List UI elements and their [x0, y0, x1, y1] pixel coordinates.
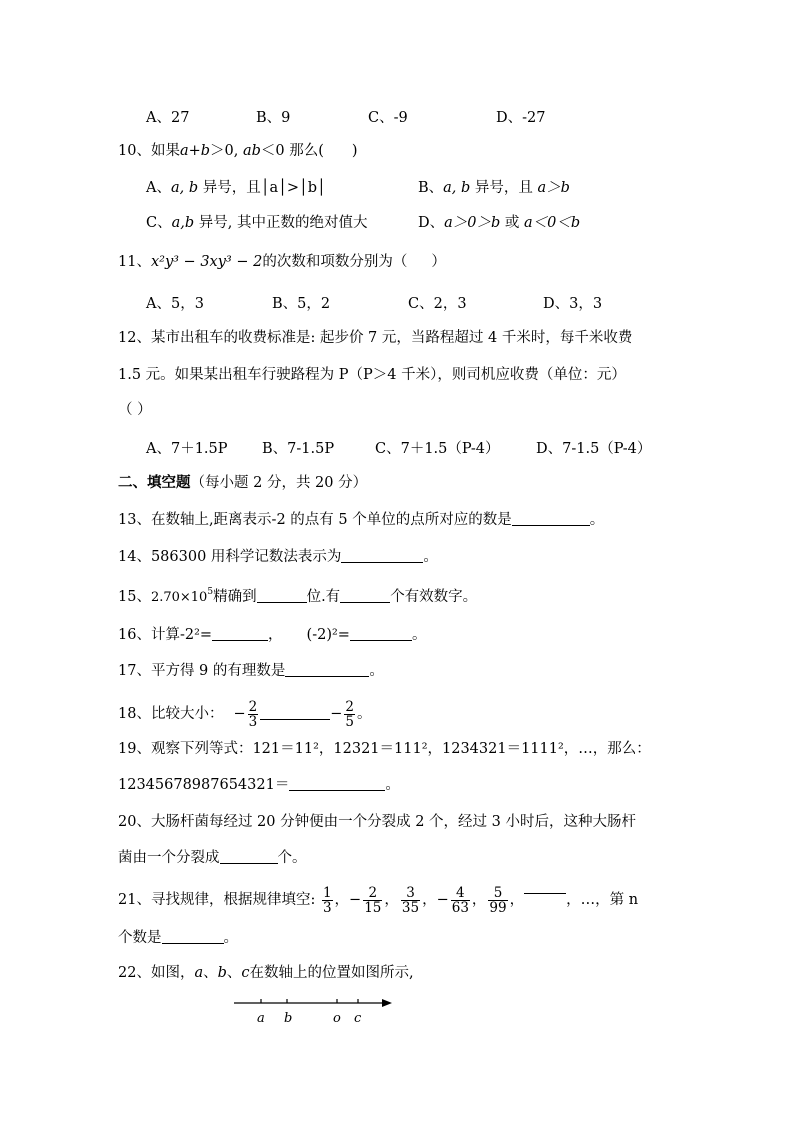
q22-text: 22、如图， — [118, 965, 195, 981]
q10-c-vars: a,b — [171, 215, 195, 231]
q18-compare-blank[interactable] — [260, 705, 330, 720]
q20-line1: 20、大肠杆菌每经过 20 分钟便由一个分裂成 2 个，经过 3 小时后，这种大肠杆 — [118, 814, 637, 830]
q22-var-b: b — [217, 965, 227, 981]
q21-f2-numerator: 2 — [368, 884, 378, 901]
q10-a-vars: a, b — [170, 180, 199, 196]
label-c: c — [354, 1011, 362, 1026]
q10-d-relation1: a＞0＞b — [444, 215, 501, 231]
q11-stem — [118, 252, 446, 272]
q10-a-label: A、 — [146, 180, 171, 196]
q21-fraction2 — [363, 886, 382, 915]
q12-option-c: C、7＋1.5（P-4） — [375, 441, 500, 457]
q21-f5-numerator: 5 — [493, 884, 503, 901]
q21-comma3: ， — [422, 892, 437, 908]
q21-fraction3 — [401, 886, 420, 915]
q21-fraction1 — [322, 886, 333, 915]
q18-minus2: − — [330, 706, 343, 722]
q16-sep: ， — [268, 627, 283, 643]
q20-answer-blank[interactable] — [220, 849, 278, 864]
q10-close-paren: ) — [351, 143, 358, 159]
q21-sign2: − — [349, 892, 362, 908]
q22-var-a: a — [194, 965, 204, 981]
q9-option-c: C、-9 — [368, 110, 408, 126]
q14-end: 。 — [423, 549, 438, 565]
q10-b-relation: a＞b — [537, 180, 570, 196]
q18-f1-denominator: 3 — [248, 713, 258, 730]
q21-comma4: ， — [471, 892, 487, 908]
q10-cond2: ab — [242, 143, 261, 159]
q18-minus1: − — [233, 706, 246, 722]
q12-paren: （ ） — [118, 402, 152, 418]
q9-option-b: B、9 — [256, 110, 291, 126]
q10-d-relation2: a＜0＜b — [524, 215, 581, 231]
q15-text2: 位.有 — [306, 589, 341, 605]
q12-line2: 1.5 元。如果某出租车行驶路程为 P（P＞4 千米），则司机应收费（单位：元） — [118, 367, 626, 383]
q11-close-paren: ） — [431, 254, 446, 270]
q10-gt0: ＞0, — [210, 143, 239, 159]
label-a: a — [257, 1011, 265, 1026]
q18-text: 18、比较大小： — [118, 706, 224, 722]
q18-f2-denominator: 5 — [345, 713, 354, 730]
q19-end: 。 — [385, 777, 400, 793]
q10-b-vars: a, b — [443, 180, 471, 196]
q10-lt0: ＜0 那么( — [260, 143, 324, 159]
q22-rest: 在数轴上的位置如图所示, — [249, 965, 414, 981]
q22-sep1: 、 — [203, 965, 218, 981]
q11-option-a: A、5，3 — [146, 296, 204, 312]
q14-answer-blank[interactable] — [341, 548, 423, 563]
q11-number: 11、 — [118, 254, 151, 270]
label-o: o — [333, 1011, 341, 1026]
q21-end: 。 — [223, 930, 238, 946]
section2-note: （每小题 2 分，共 20 分） — [190, 475, 368, 491]
q10-cond1: a+b — [179, 143, 211, 159]
q18-f2-numerator: 2 — [345, 698, 354, 715]
q20-end: 个。 — [277, 850, 307, 866]
q15-mantissa: 2.70×10 — [150, 590, 208, 605]
q11-option-c: C、2，3 — [408, 296, 467, 312]
q10-a-text: 异号，且│a│>│b│ — [198, 180, 326, 196]
q22-var-c: c — [241, 965, 250, 981]
number-line-arrow — [382, 999, 392, 1007]
q19-text: 12345678987654321＝ — [118, 777, 290, 793]
q18-f1-numerator: 2 — [248, 698, 258, 715]
q17-text: 17、平方得 9 的有理数是 — [118, 663, 286, 679]
q12-option-b: B、7-1.5P — [262, 441, 335, 457]
q22 — [118, 963, 414, 983]
q14-text: 14、586300 用科学记数法表示为 — [118, 549, 342, 565]
q10-option-a — [146, 178, 326, 198]
q15-sigfig-blank[interactable] — [340, 588, 390, 603]
q21-sign4: − — [436, 892, 449, 908]
q13-end: 。 — [589, 512, 605, 528]
q17 — [118, 661, 384, 681]
q13-answer-blank[interactable] — [512, 511, 590, 526]
q14 — [118, 547, 438, 567]
q10-option-c — [146, 213, 367, 233]
q21-f2-denominator: 15 — [364, 899, 382, 916]
q11-option-d: D、3，3 — [543, 296, 603, 312]
q15-end: 个有效数字。 — [390, 589, 478, 605]
section2-title: 二、填空题 — [118, 474, 191, 491]
q12-option-d: D、7-1.5（P-4） — [536, 441, 652, 457]
q15-exponent: 5 — [207, 587, 214, 597]
q21-f3-numerator: 3 — [406, 884, 415, 901]
q18 — [118, 699, 371, 729]
q18-end: 。 — [356, 706, 372, 722]
q15 — [118, 587, 477, 608]
q19-line1: 19、观察下列等式：121＝11²，12321＝111²，1234321＝1111²，…，那么： — [118, 741, 651, 757]
q10-d-label: D、 — [418, 215, 445, 231]
q22-sep2: 、 — [226, 965, 242, 981]
q16-text1: 16、计算-2²= — [118, 627, 213, 643]
q21-nth-term-blank[interactable] — [162, 929, 224, 944]
q19-line2 — [118, 775, 400, 795]
q10-stem — [118, 141, 358, 161]
q21-f3-denominator: 35 — [401, 899, 420, 916]
q10-c-label: C、 — [146, 215, 172, 231]
q21-text2: 个数是 — [118, 930, 162, 946]
q10-option-d — [418, 213, 580, 233]
q21-f4-numerator: 4 — [456, 884, 465, 901]
q10-b-text: 异号，且 — [470, 180, 538, 196]
q12-line1: 12、某市出租车的收费标准是: 起步价 7 元，当路程超过 4 千米时，每千米收费 — [118, 330, 633, 346]
q19-answer-blank[interactable] — [289, 776, 385, 791]
q21-comma5: ， — [509, 892, 525, 908]
q21-tail: ，…，第 n — [566, 892, 639, 908]
q21-f4-denominator: 63 — [451, 899, 469, 916]
number-line-figure — [226, 992, 396, 1032]
q13-text: 13、在数轴上,距离表示-2 的点有 5 个单位的点所对应的数是 — [118, 512, 512, 528]
q11-option-b: B、5，2 — [272, 296, 331, 312]
section2-heading — [118, 473, 367, 493]
q16 — [118, 625, 426, 645]
q13 — [118, 510, 604, 530]
q16-blank2[interactable] — [350, 626, 412, 641]
q17-answer-blank[interactable] — [285, 662, 369, 677]
q10-number: 10、如果 — [118, 143, 180, 159]
q21-f1-numerator: 1 — [322, 884, 332, 901]
q21-line1 — [118, 879, 638, 917]
q20-line2 — [118, 848, 307, 868]
q10-d-or: 或 — [500, 215, 525, 231]
q21-f5-denominator: 99 — [489, 899, 507, 916]
q21-next-term-blank[interactable] — [524, 879, 566, 894]
q21-text: 21、寻找规律，根据规律填空: — [118, 892, 316, 908]
q16-text2: (-2)²= — [306, 627, 350, 643]
q21-f1-denominator: 3 — [322, 899, 332, 916]
q21-comma2: ， — [384, 892, 399, 908]
q21-fraction4 — [451, 886, 470, 915]
q21-line2 — [118, 928, 238, 948]
q21-fraction5 — [488, 886, 507, 915]
q9-option-d: D、-27 — [496, 110, 546, 126]
q11-text: 的次数和项数分别为（ — [262, 254, 408, 270]
q9-option-a: A、27 — [146, 110, 190, 126]
q15-place-blank[interactable] — [257, 588, 307, 603]
q12-option-a: A、7＋1.5P — [146, 441, 228, 457]
q15-number: 15、 — [118, 589, 151, 605]
q20-text: 菌由一个分裂成 — [118, 850, 220, 866]
q10-c-text: 异号, 其中正数的绝对值大 — [194, 215, 368, 231]
q18-fraction2 — [344, 700, 355, 729]
q21-comma1: ， — [334, 892, 350, 908]
label-b: b — [284, 1011, 293, 1026]
q10-option-b — [418, 178, 570, 198]
q15-text1: 精确到 — [213, 589, 257, 605]
q17-end: 。 — [369, 663, 384, 679]
q18-fraction1 — [248, 700, 259, 729]
q10-b-label: B、 — [418, 180, 444, 196]
q11-expression: x²y³ − 3xy³ − 2 — [150, 254, 263, 270]
q16-blank1[interactable] — [212, 626, 268, 641]
q16-end: 。 — [411, 627, 427, 643]
